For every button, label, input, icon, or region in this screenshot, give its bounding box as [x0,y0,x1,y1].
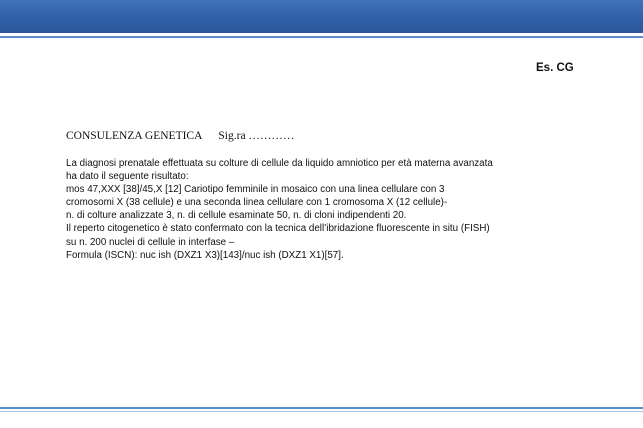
header-accent-line [0,36,643,38]
report-line: n. di colture analizzate 3, n. di cellule esaminate 50, n. di cloni indipendenti 20. [66,210,407,222]
report-body [66,157,626,262]
report-line: La diagnosi prenatale effettuata su colture di cellule da liquido amniotico per età materna avanzata [66,158,493,169]
heading-title: CONSULENZA GENETICA [66,130,203,142]
footer-accent-line [0,407,643,409]
report-line: Il reperto citogenetico è stato confermato con la tecnica dell’ibridazione fluorescente in situ (FISH) [66,223,490,235]
report-line: mos 47,XXX [38]/45,X [12] Cariotipo femminile in mosaico con una linea cellulare con 3 [66,184,445,196]
report-line: Formula (ISCN): nuc ish (DXZ1 X3)[143]/nuc ish (DXZ1 X1)[57]. [66,249,344,261]
document-heading [66,130,294,142]
report-line: cromosomi X (38 cellule) e una seconda linea cellulare con 1 cromosoma X (12 cellule)- [66,197,448,209]
footer-thin-line [0,411,643,412]
heading-subject: Sig.ra ………… [218,130,295,142]
header-band [0,0,643,33]
report-line: su n. 200 nuclei di cellule in interfase – [66,236,235,248]
slide-code-tag: Es. CG [536,62,574,74]
report-line: ha dato il seguente risultato: [66,171,189,183]
